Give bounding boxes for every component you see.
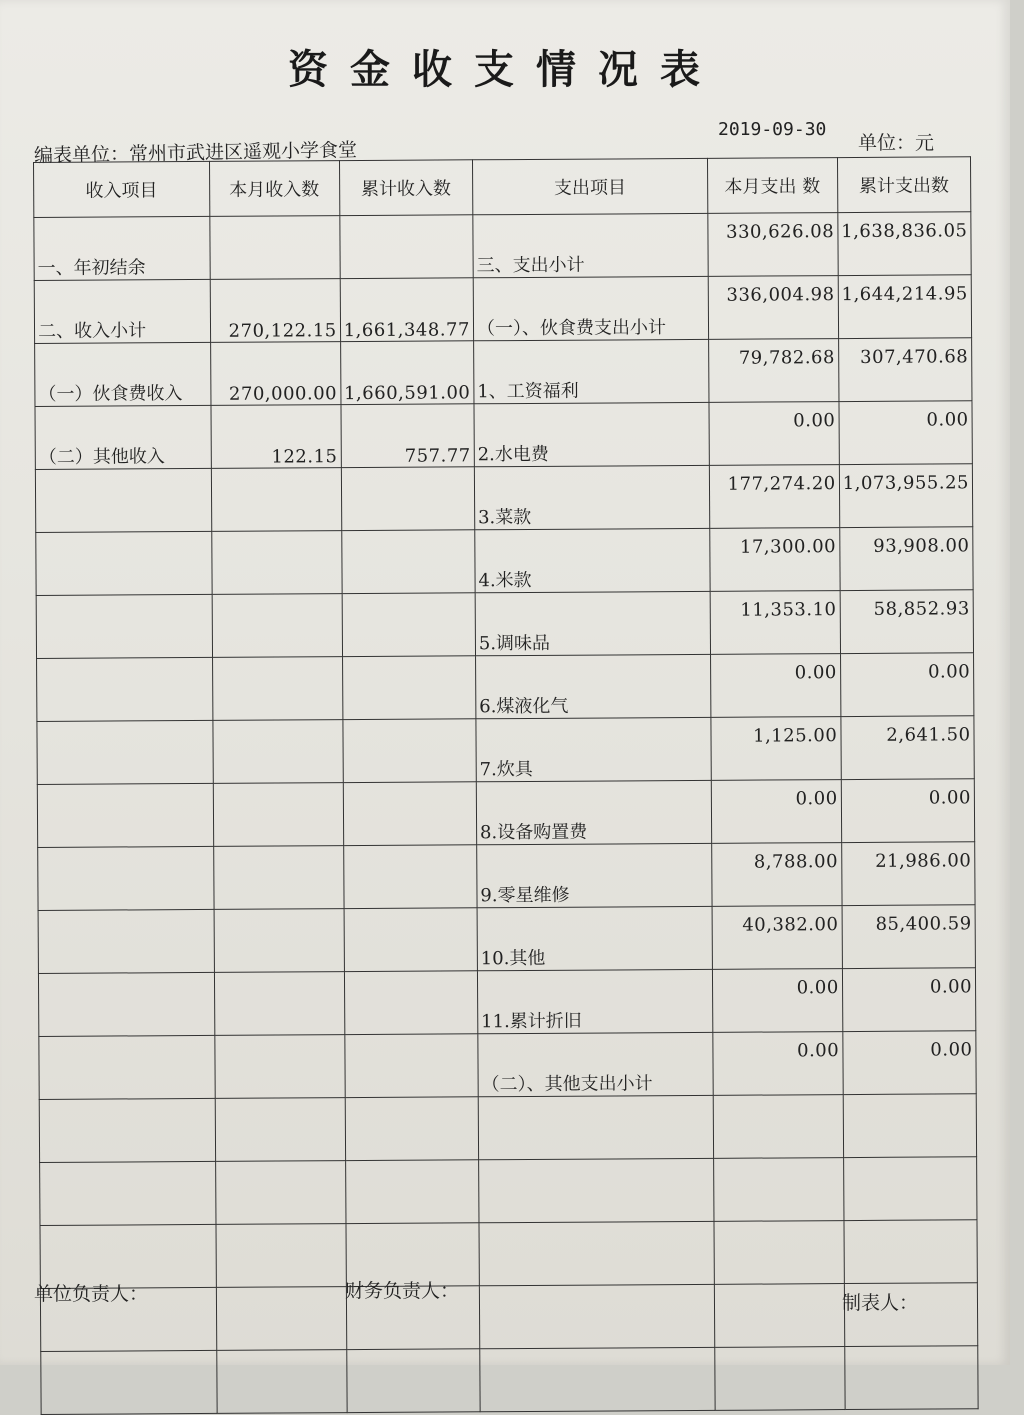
income-month-cell [214,1035,344,1099]
income-item-cell [38,972,214,1036]
expense-month-cell: 0.00 [712,1032,842,1096]
expense-item-cell [479,1221,714,1285]
expense-month-cell: 0.00 [712,969,842,1033]
expense-item-cell: 11.累计折旧 [477,969,712,1033]
expense-total-cell: 0.00 [839,401,973,465]
expense-total-cell: 85,400.59 [842,905,976,969]
expense-total-cell: 21,986.00 [841,842,975,906]
expense-month-cell: 0.00 [709,402,839,466]
expense-total-cell: 0.00 [841,779,975,843]
unit-label: 单位：元 [858,132,935,154]
income-item-cell [37,783,213,847]
expense-total-cell [844,1346,978,1410]
income-item-cell [37,657,213,721]
table-row [35,338,972,407]
income-month-cell [212,657,342,721]
table-row [36,590,973,659]
income-month-cell [216,1224,346,1288]
col-header-income-month: 本月收入数 [209,161,339,217]
income-total-cell [342,593,476,657]
expense-month-cell: 11,353.10 [710,591,840,655]
expense-month-cell: 177,274.20 [709,465,839,529]
table-row [35,401,972,470]
expense-month-cell: 1,125.00 [711,717,841,781]
expense-month-cell [714,1221,844,1285]
table-row [36,527,973,596]
preparer-signature-label: 制表人： [842,1292,919,1314]
col-header-income-item: 收入项目 [34,161,210,217]
income-month-cell [213,783,343,847]
expense-total-cell: 0.00 [840,653,974,717]
table-row [34,212,971,281]
expense-total-cell: 0.00 [843,1031,977,1095]
income-item-cell [39,1035,215,1099]
income-item-cell [36,594,212,658]
expense-month-cell: 0.00 [710,654,840,718]
expense-item-cell: 7.炊具 [476,717,711,781]
table-row [41,1346,978,1415]
income-month-cell [211,468,341,532]
income-month-cell [214,972,344,1036]
income-month-cell [215,1161,345,1225]
expense-total-cell: 0.00 [842,968,976,1032]
expense-item-cell: （二）、其他支出小计 [478,1032,713,1096]
expense-item-cell: 4.米款 [475,528,710,592]
col-header-expense-total: 累计支出数 [837,157,971,213]
col-header-expense-item: 支出项目 [472,158,707,214]
table-row [37,716,974,785]
table-row [34,275,971,344]
income-item-cell: （一）伙食费收入 [35,342,211,406]
expense-total-cell: 58,852.93 [840,590,974,654]
expense-total-cell: 2,641.50 [841,716,975,780]
income-item-cell: （二）其他收入 [35,405,211,469]
expense-item-cell: （一）、伙食费支出小计 [473,276,708,340]
table-header-row [34,157,971,218]
report-date: 2019-09-30 [718,119,827,140]
expense-item-cell: 6.煤液化气 [475,654,710,718]
expense-total-cell [843,1157,977,1221]
income-item-cell [36,531,212,595]
income-month-cell [215,1098,345,1162]
income-month-cell: 270,122.15 [210,279,340,343]
expense-total-cell: 1,073,955.25 [839,464,973,528]
expense-item-cell [478,1095,713,1159]
table-row [37,779,974,848]
col-header-income-total: 累计收入数 [339,160,473,216]
income-month-cell [216,1287,346,1351]
income-total-cell [346,1349,480,1413]
income-item-cell [41,1350,217,1414]
expense-total-cell: 1,644,214.95 [838,275,972,339]
income-total-cell [344,971,478,1035]
expense-month-cell: 40,382.00 [712,906,842,970]
income-total-cell [339,215,473,279]
expense-total-cell [843,1094,977,1158]
income-month-cell [216,1350,346,1414]
income-total-cell [345,1160,479,1224]
income-month-cell: 122.15 [211,405,341,469]
income-item-cell [40,1161,216,1225]
income-total-cell [345,1097,479,1161]
table-row [40,1220,977,1289]
expense-month-cell [714,1284,844,1348]
expense-item-cell [479,1284,714,1348]
table-row [40,1283,977,1352]
expense-month-cell: 8,788.00 [711,843,841,907]
income-total-cell: 757.77 [341,404,475,468]
income-item-cell [38,846,214,910]
income-total-cell [344,1034,478,1098]
table-row [38,905,975,974]
org-label: 编表单位：常州市武进区遥观小学食堂 [33,139,358,167]
expense-item-cell [478,1158,713,1222]
expense-month-cell [714,1347,844,1411]
table-row [37,653,974,722]
expense-item-cell: 2.水电费 [474,402,709,466]
expense-month-cell: 336,004.98 [708,276,838,340]
income-month-cell [211,531,341,595]
income-item-cell: 二、收入小计 [34,279,210,343]
expense-total-cell: 307,470.68 [838,338,972,402]
income-item-cell: 一、年初结余 [34,216,210,280]
expense-item-cell: 三、支出小计 [473,213,708,277]
income-month-cell [213,846,343,910]
expense-month-cell [713,1095,843,1159]
income-month-cell [212,594,342,658]
income-month-cell [214,909,344,973]
table-row [40,1157,977,1226]
head-signature-label: 单位负责人： [34,1283,149,1305]
expense-item-cell: 1、工资福利 [473,339,708,403]
expense-total-cell: 1,638,836.05 [838,212,972,276]
page-title: 资金收支情况表 [288,46,722,93]
income-item-cell [38,909,214,973]
income-total-cell [342,656,476,720]
expense-item-cell: 5.调味品 [475,591,710,655]
income-item-cell [39,1098,215,1162]
expense-item-cell: 8.设备购置费 [476,780,711,844]
expense-month-cell: 0.00 [711,780,841,844]
expense-total-cell: 93,908.00 [839,527,973,591]
expense-month-cell: 330,626.08 [707,213,837,277]
table-row [35,464,972,533]
table-row [39,1094,976,1163]
income-total-cell: 1,660,591.00 [340,341,474,405]
expense-item-cell: 10.其他 [477,906,712,970]
income-total-cell: 1,661,348.77 [340,278,474,342]
expense-month-cell: 17,300.00 [709,528,839,592]
cash-flow-table [33,156,979,1415]
income-item-cell [37,720,213,784]
col-header-expense-month: 本月支出 数 [707,158,837,214]
finance-signature-label: 财务负责人： [345,1280,460,1302]
expense-month-cell: 79,782.68 [708,339,838,403]
income-month-cell: 270,000.00 [210,342,340,406]
income-item-cell [35,468,211,532]
expense-total-cell [844,1220,978,1284]
expense-item-cell [480,1347,715,1411]
expense-item-cell: 3.菜款 [474,465,709,529]
income-total-cell [343,782,477,846]
expense-month-cell [713,1158,843,1222]
expense-item-cell: 9.零星维修 [477,843,712,907]
income-month-cell [209,216,339,280]
table-row [38,842,975,911]
table-row [38,968,975,1037]
income-total-cell [341,530,475,594]
income-total-cell [341,467,475,531]
income-total-cell [343,719,477,783]
income-total-cell [344,908,478,972]
income-total-cell [343,845,477,909]
table-row [39,1031,976,1100]
income-month-cell [212,720,342,784]
